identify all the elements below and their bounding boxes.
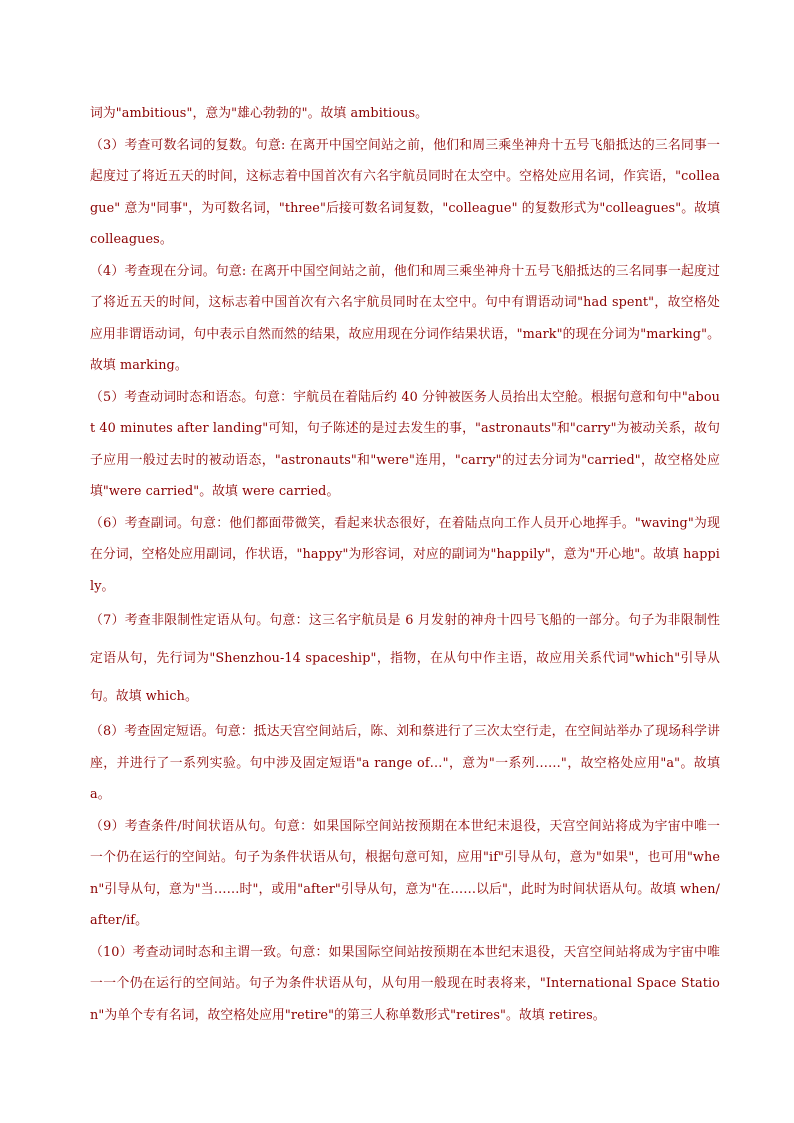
explanation-5: （5）考查动词时态和语态。句意：宇航员在着陆后约 40 分钟被医务人员抬出太空舱。根据句意和句中"about 40 minutes after landing"可知，句子陈述的是过去发生的事，"astronauts"和"carry"为被动关系，故句子应用一般过去时的被动语态，"astronauts"和"were"连用，"carry"的过去分词为"carried"，故空格处应填"were carried"。故填 were carried。 [90,389,720,499]
explanation-continued: 词为"ambitious"，意为"雄心勃勃的"。故填 ambitious。 [90,106,429,121]
explanation-8: （8）考查固定短语。句意：抵达天宫空间站后，陈、刘和蔡进行了三次太空行走，在空间站举办了现场科学讲座，并进行了一系列实验。句中涉及固定短语"a range of…"，意为"一系列……"，故空格处应用"a"。故填 a。 [90,724,720,802]
explanation-9: （9）考查条件/时间状语从句。句意：如果国际空间站按预期在本世纪末退役，天宫空间站将成为宇宙中唯一一个仍在运行的空间站。句子为条件状语从句，根据句意可知，应用"if"引导从句，意为"如果"，也可用"when"引导从句，意为"当……时"，或用"after"引导从句，意为"在……以后"，此时为时间状语从句。故填 when/after/if。 [90,818,720,928]
explanation-6: （6）考查副词。句意：他们都面带微笑，看起来状态很好，在着陆点向工作人员开心地挥手。"waving"为现在分词，空格处应用副词，作状语，"happy"为形容词，对应的副词为"happily"，意为"开心地"。故填 happily。 [90,515,720,594]
explanation-7: （7）考查非限制性定语从句。句意：这三名宇航员是 6 月发射的神舟十四号飞船的一部分。句子为非限制性定语从句，先行词为"Shenzhou-14 spaceship"，指物，在从句中作主语，故应用关系代词"which"引导从句。故填 which。 [90,613,720,704]
explanation-10: （10）考查动词时态和主谓一致。句意：如果国际空间站按预期在本世纪末退役，天宫空间站将成为宇宙中唯一一个仍在运行的空间站。句子为条件状语从句，从句用一般现在时表将来，"International Space Station"为单个专有名词，故空格处应用"retire"的第三人称单数形式"retires"。故填 retires。 [90,944,720,1023]
answer-explanations [90,98,720,1031]
explanation-3: （3）考查可数名词的复数。句意: 在离开中国空间站之前，他们和周三乘坐神舟十五号飞船抵达的三名同事一起度过了将近五天的时间，这标志着中国首次有六名宇航员同时在太空中。空格处应用名词，作宾语，"colleague" 意为"同事"，为可数名词，"three"后接可数名词复数，"colleague" 的复数形式为"colleagues"。故填 colleagues。 [90,137,720,247]
explanation-4: （4）考查现在分词。句意: 在离开中国空间站之前，他们和周三乘坐神舟十五号飞船抵达的三名同事一起度过了将近五天的时间，这标志着中国首次有六名宇航员同时在太空中。句中有谓语动词"had spent"，故空格处应用非谓语动词，句中表示自然而然的结果，故应用现在分词作结果状语，"mark"的现在分词为"marking"。故填 marking。 [90,263,720,373]
